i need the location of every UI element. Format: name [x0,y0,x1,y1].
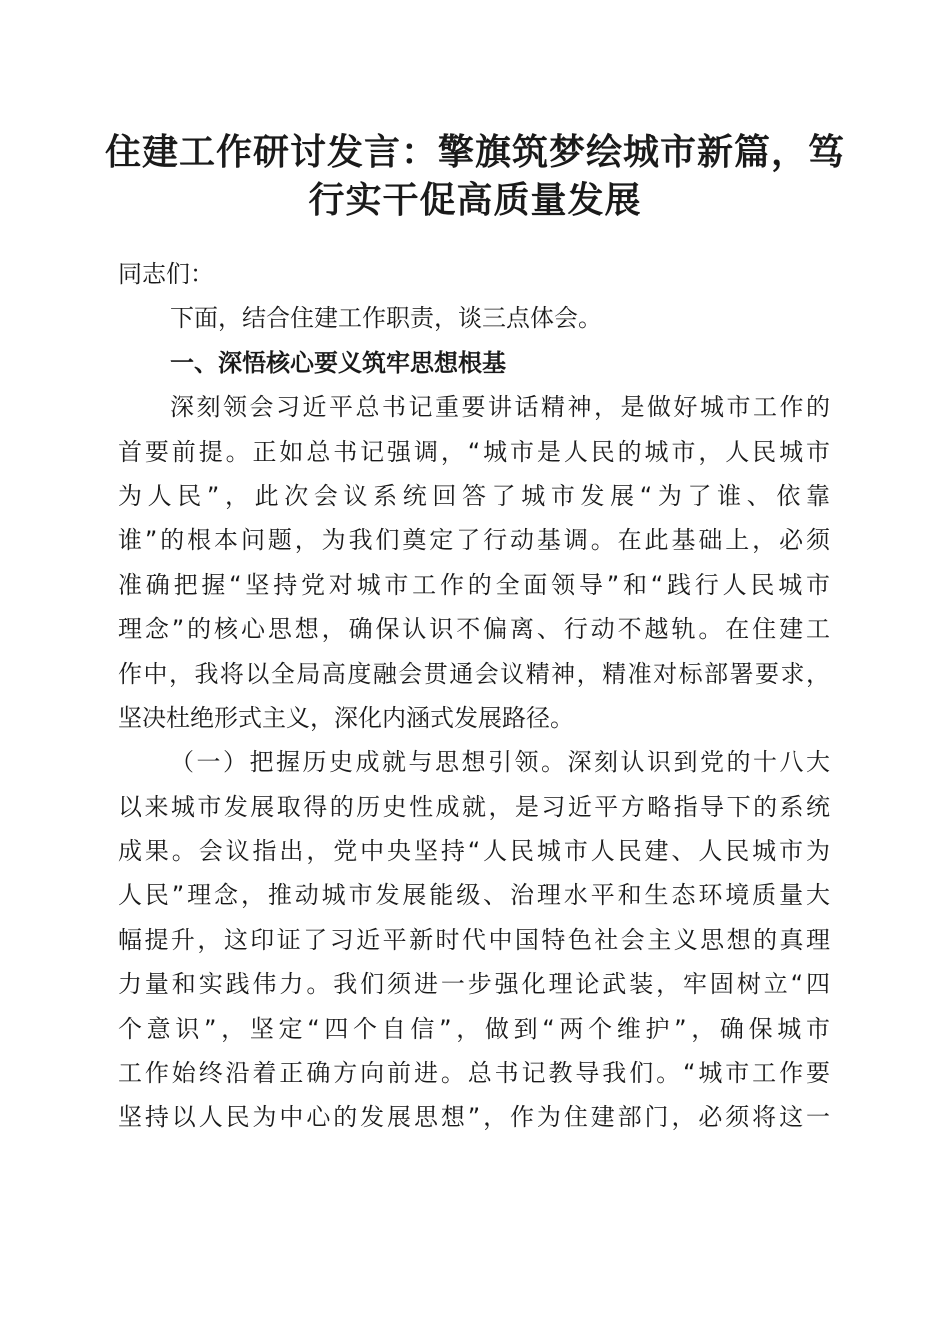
paragraph-line: 谁”的根本问题，为我们奠定了行动基调。在此基础上，必须 [118,526,830,555]
intro-paragraph: 下面，结合住建工作职责，谈三点体会。 [170,304,602,333]
paragraph-line: 幅提升，这印证了习近平新时代中国特色社会主义思想的真理 [118,925,830,954]
paragraph-line: （一）把握历史成就与思想引领。深刻认识到党的十八大 [170,748,830,777]
paragraph-line: 成果。会议指出，党中央坚持“人民城市人民建、人民城市为 [118,837,830,866]
paragraph-line: 个意识”，坚定“四个自信”，做到“两个维护”，确保城市 [118,1014,830,1043]
paragraph-line: 坚持以人民为中心的发展思想”，作为住建部门，必须将这一 [118,1103,830,1132]
paragraph-1 [118,385,830,740]
paragraph-line: 首要前提。正如总书记强调，“城市是人民的城市，人民城市 [118,437,830,466]
section-heading: 一、深悟核心要义筑牢思想根基 [170,348,506,377]
document-title [100,128,850,224]
title-line: 行实干促高质量发展 [308,179,642,221]
title-line: 住建工作研讨发言：擎旗筑梦绘城市新篇，笃 [104,131,845,173]
document-body [118,252,830,1140]
paragraph-line: 作中，我将以全局高度融会贯通会议精神，精准对标部署要求， [118,659,830,688]
paragraph-line: 人民”理念，推动城市发展能级、治理水平和生态环境质量大 [118,881,830,910]
greeting: 同志们： [118,260,214,288]
paragraph-line: 深刻领会习近平总书记重要讲话精神，是做好城市工作的 [170,393,830,422]
paragraph-2 [118,740,830,1140]
paragraph-line: 理念”的核心思想，确保认识不偏离、行动不越轨。在住建工 [118,615,830,644]
paragraph-line: 力量和实践伟力。我们须进一步强化理论武装，牢固树立“四 [118,970,830,999]
paragraph-line: 为人民”，此次会议系统回答了城市发展“为了谁、依靠 [118,481,830,510]
paragraph-line: 准确把握“坚持党对城市工作的全面领导”和“践行人民城市 [118,570,830,599]
paragraph-line: 以来城市发展取得的历史性成就，是习近平方略指导下的系统 [118,792,830,821]
paragraph-line: 坚决杜绝形式主义，深化内涵式发展路径。 [118,703,574,732]
paragraph-line: 工作始终沿着正确方向前进。总书记教导我们。“城市工作要 [118,1059,830,1088]
